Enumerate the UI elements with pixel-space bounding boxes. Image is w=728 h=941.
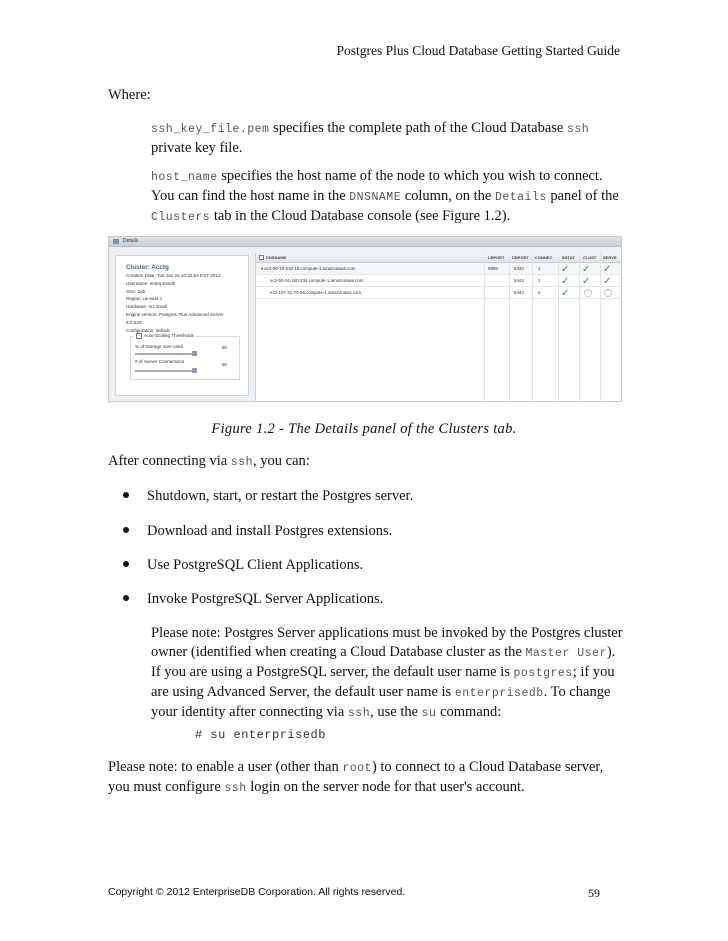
page-number: 59 [588, 886, 600, 900]
list-item: Invoke PostgreSQL Server Applications. [123, 591, 383, 608]
table-header [256, 253, 622, 263]
table-row[interactable]: ▾ ec2-50-19-233-18.compute-1.amazonaws.com 9999 5444 1 ✓ ✓ ✓ [256, 263, 622, 275]
col-connec[interactable]: CONNEC [535, 255, 553, 260]
clust-pending-icon [584, 289, 592, 297]
detail-engine-version: Engine version: Postgres Plus Advanced Server [126, 311, 224, 317]
storage-threshold-slider[interactable] [135, 353, 197, 355]
connections-threshold-slider[interactable] [135, 370, 197, 372]
code-host-name: host_name [151, 171, 218, 184]
detail-region: Region: us-east-1 [126, 296, 163, 302]
connections-threshold-label: # of Server Connections [135, 359, 185, 365]
connections-threshold-value: 90 [221, 362, 227, 368]
list-item: Shutdown, start, or restart the Postgres server. [123, 488, 413, 505]
bullet-icon [123, 561, 129, 567]
screenshot-window-title: Details [109, 237, 621, 247]
bullet-icon [123, 492, 129, 498]
slider-handle[interactable] [192, 351, 197, 356]
clust-check-icon: ✓ [582, 276, 591, 287]
list-item: Use PostgreSQL Client Applications. [123, 557, 363, 574]
detail-configuration: Configuration: default [126, 327, 170, 333]
serve-check-icon: ✓ [603, 264, 612, 275]
after-connecting-text: After connecting via ssh, you can: [108, 453, 310, 469]
serve-check-icon: ✓ [603, 276, 612, 287]
window-icon [113, 239, 119, 244]
copyright: Copyright © 2012 EnterpriseDB Corporation. All rights reserved. [108, 886, 406, 898]
storage-threshold-value: 90 [221, 345, 227, 351]
bullet-icon [123, 527, 129, 533]
details-panel-screenshot [108, 236, 622, 402]
col-dbport[interactable]: DBPORT [512, 255, 529, 260]
su-command: # su enterprisedb [195, 728, 326, 742]
where-label: Where: [108, 87, 151, 103]
definition-host-name: host_name specifies the host name of the node to which you wish to connect. You can find the host name in the DNSNAME column, on the Details panel of the Clusters tab in the Cloud Database console (see Figure 1.2). [151, 168, 619, 224]
select-all-checkbox[interactable] [259, 255, 264, 260]
detail-size: Size: 2gb [126, 288, 146, 294]
col-lbport[interactable]: LBPORT [488, 255, 505, 260]
ssh-login-note: Please note: to enable a user (other than root) to connect to a Cloud Database server, you must configure ssh login on the server node for that user's account. [108, 759, 604, 795]
list-item: Download and install Postgres extensions. [123, 523, 392, 540]
slider-handle[interactable] [192, 368, 197, 373]
dns-cell: ec2-50-16-160-234.compute-1.amazonaws.com [270, 278, 364, 283]
cluster-title: Cluster: Acctg [126, 264, 169, 271]
bstat-check-icon: ✓ [561, 264, 570, 275]
detail-username: Username: enterprisedb [126, 280, 176, 286]
cluster-details-panel [115, 255, 249, 396]
detail-hardware: Hardware: m1.small [126, 304, 167, 310]
page-footer [108, 886, 600, 898]
table-row[interactable]: ec2-107-21-70-69.compute-1.amazonaws.com 5444 0 ✓ [256, 287, 622, 299]
dns-cell: ec2-107-21-70-69.compute-1.amazonaws.com [270, 290, 362, 295]
clust-check-icon: ✓ [582, 264, 591, 275]
page-header: Postgres Plus Cloud Database Getting Started Guide [336, 43, 620, 58]
code-ssh-key-file: ssh_key_file.pem [151, 123, 270, 136]
bstat-check-icon: ✓ [561, 276, 570, 287]
detail-engine-version-number: 9.0.52S [126, 319, 142, 325]
bullet-icon [123, 595, 129, 601]
server-applications-note: Please note: Postgres Server applications must be invoked by the Postgres cluster owner (identified when creating a Cloud Database cluster as the Master User). If you are using a PostgreSQL server, the default user name is postgres; if you are using Advanced Server, the default user name is enterprisedb. To change your identity after connecting via ssh, use the su command: [151, 625, 623, 720]
storage-threshold-label: % of Storage Size used [135, 344, 184, 350]
serve-pending-icon [604, 289, 612, 297]
table-row[interactable]: ec2-50-16-160-234.compute-1.amazonaws.com 5444 1 ✓ ✓ ✓ [256, 275, 622, 287]
col-dnsname[interactable]: DNSNAME [266, 255, 287, 260]
auto-scaling-checkbox[interactable] [136, 333, 142, 339]
figure-caption: Figure 1.2 - The Details panel of the Clusters tab. [211, 421, 517, 437]
auto-scaling-thresholds: Auto-Scaling Thresholds % of Storage Size used 90 # of Server Connections 90 [130, 336, 240, 380]
dns-cell: ▾ ec2-50-19-233-18.compute-1.amazonaws.com [261, 266, 356, 271]
col-bstat[interactable]: BSTAT [562, 255, 575, 260]
col-clust[interactable]: CLUST [583, 255, 597, 260]
cluster-nodes-table [255, 253, 622, 401]
detail-creation-date: Creation Date: Tue Jan 24 10:32:54 EST 2012 [126, 273, 221, 278]
definition-ssh-key-file: ssh_key_file.pem specifies the complete path of the Cloud Database ssh private key file. [151, 120, 590, 156]
col-serve[interactable]: SERVE [603, 255, 617, 260]
bstat-check-icon: ✓ [561, 288, 570, 299]
